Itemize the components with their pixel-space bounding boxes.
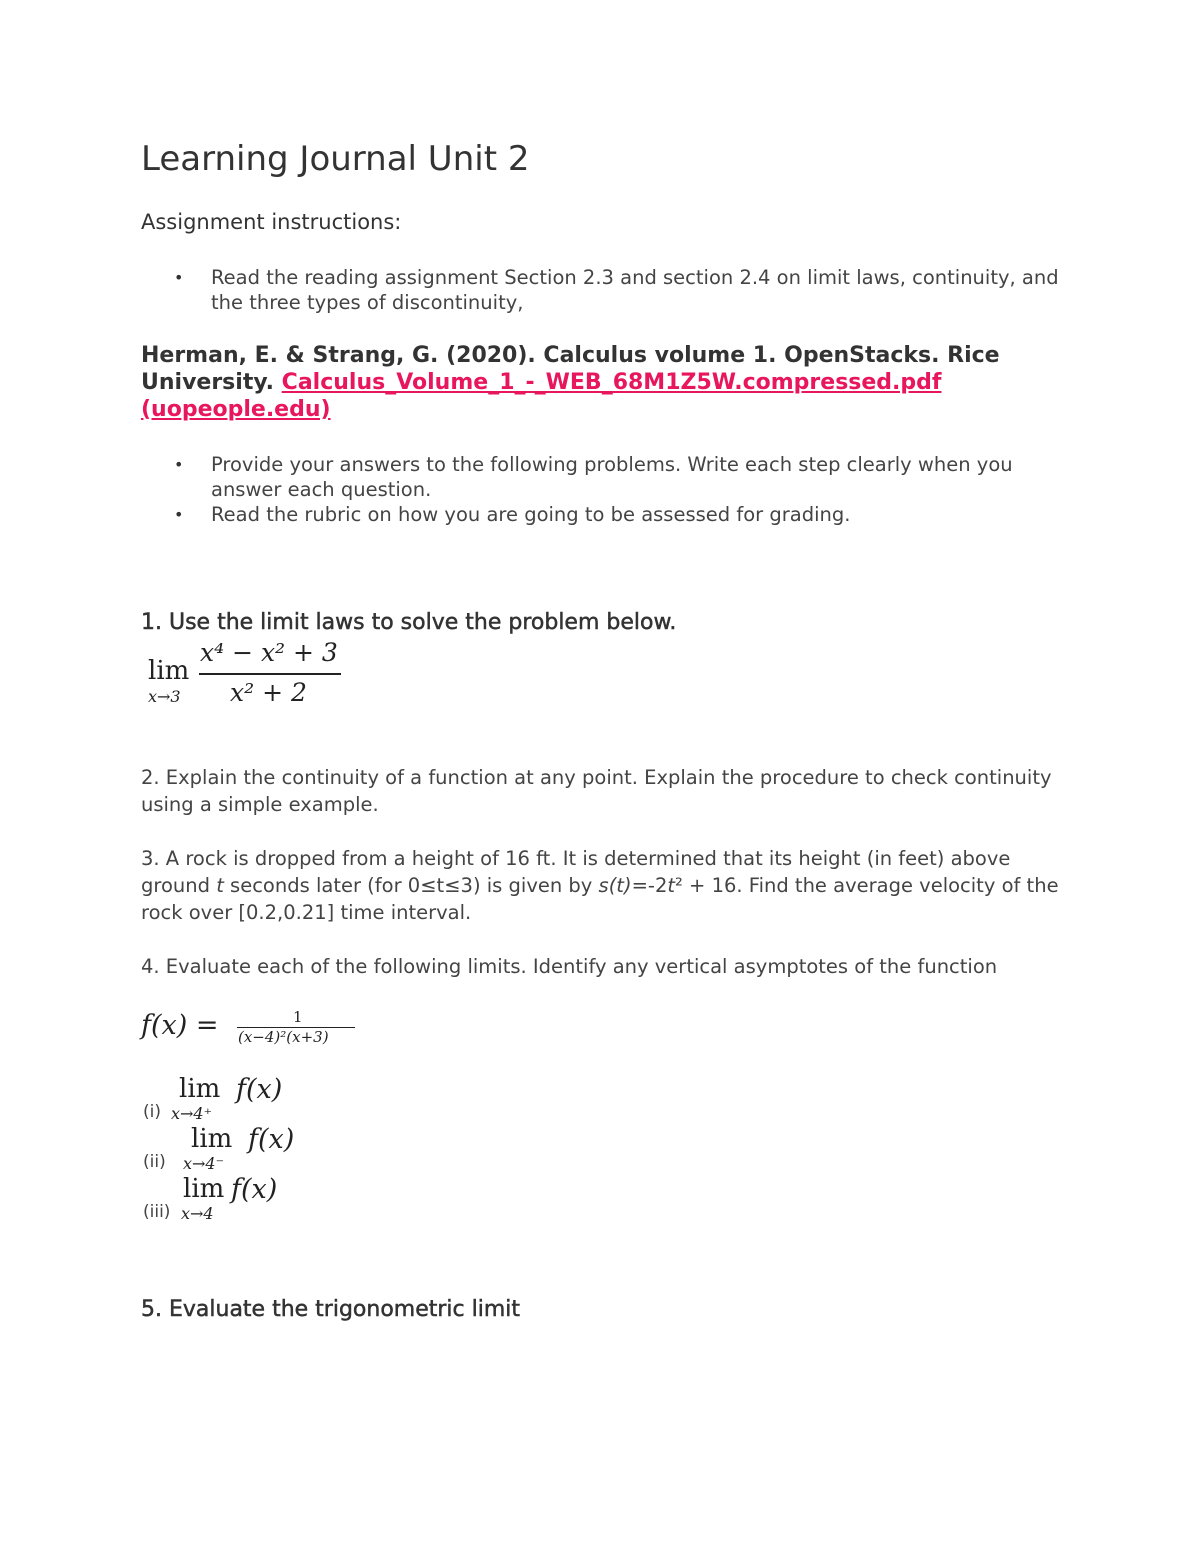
instructions-list-2 — [141, 452, 1081, 527]
list-item-text: Read the rubric on how you are going to be assessed for grading. — [211, 503, 851, 526]
page-title: Learning Journal Unit 2 — [141, 139, 530, 179]
question-1-text: 1. Use the limit laws to solve the problem below. — [141, 610, 677, 635]
list-item — [141, 452, 1081, 502]
fraction-denominator: x² + 2 — [230, 678, 307, 707]
lim-subscript: x→4 — [181, 1204, 214, 1223]
reference-text: Herman, E. & Strang, G. (2020). Calculus volume 1. OpenStacks. Rice University. — [141, 343, 1000, 395]
bullet-icon: • — [174, 268, 184, 287]
list-item-text: Provide your answers to the following problems. Write each step clearly when you answer each question. — [211, 453, 1013, 501]
lim-operator: lim — [191, 1124, 233, 1154]
fraction-denominator: (x−4)²(x+3) — [238, 1028, 329, 1046]
question-3-part: 3. A rock is dropped from a height of 16 ft. It is determined that its height (in feet) above ground — [141, 847, 1011, 897]
fraction-numerator: x⁴ − x² + 3 — [200, 638, 338, 667]
lim-subscript: x→4⁻ — [183, 1154, 225, 1173]
variable-t: t — [667, 874, 676, 897]
limit-expression: f(x) — [248, 1124, 295, 1155]
question-4-function — [141, 1008, 381, 1053]
instructions-list-1 — [141, 265, 1081, 315]
list-item — [141, 265, 1081, 315]
fraction-bar — [199, 673, 341, 675]
bullet-icon: • — [174, 505, 184, 524]
limit-part-i — [143, 1072, 343, 1122]
reference-citation — [141, 342, 1041, 423]
part-label: (i) — [143, 1102, 161, 1122]
variable-t: t — [216, 874, 224, 897]
lim-operator: lim — [179, 1074, 221, 1104]
question-3-part: ² + 16. Find the average velocity of the rock over [0.2,0.21] time interval. — [141, 874, 1059, 924]
part-label: (ii) — [143, 1152, 166, 1172]
question-5-text: 5. Evaluate the trigonometric limit — [141, 1297, 521, 1322]
question-3-part: =-2 — [631, 874, 668, 897]
function-lhs: f(x) = — [141, 1010, 219, 1041]
list-item-text: Read the reading assignment Section 2.3 and section 2.4 on limit laws, continuity, and the three types of discontinuity, — [211, 266, 1059, 314]
limit-expression: f(x) — [231, 1174, 278, 1205]
question-2-text: 2. Explain the continuity of a function at any point. Explain the procedure to check continuity using a simple example. — [141, 766, 1052, 816]
part-label: (iii) — [143, 1202, 171, 1222]
limit-expression: f(x) — [236, 1074, 283, 1105]
limit-part-ii — [143, 1122, 343, 1172]
reference-link[interactable]: Calculus_Volume_1_-_WEB_68M1Z5W.compressed.pdf (uopeople.edu) — [141, 370, 942, 422]
instructions-heading: Assignment instructions: — [141, 210, 402, 234]
list-item — [141, 502, 1081, 527]
question-1-formula — [148, 640, 348, 710]
question-3-part: seconds later (for 0≤t≤3) is given by — [223, 874, 599, 897]
fraction-numerator: 1 — [293, 1008, 303, 1026]
limit-part-iii — [143, 1172, 343, 1222]
lim-operator: lim — [183, 1174, 225, 1204]
function-s: s(t) — [598, 874, 632, 897]
lim-subscript: x→3 — [148, 687, 181, 706]
question-4-text: 4. Evaluate each of the following limits. Identify any vertical asymptotes of the function — [141, 955, 998, 978]
question-3-text — [141, 845, 1061, 926]
lim-subscript: x→4⁺ — [171, 1104, 213, 1123]
bullet-icon: • — [174, 455, 184, 474]
lim-operator: lim — [148, 656, 190, 686]
